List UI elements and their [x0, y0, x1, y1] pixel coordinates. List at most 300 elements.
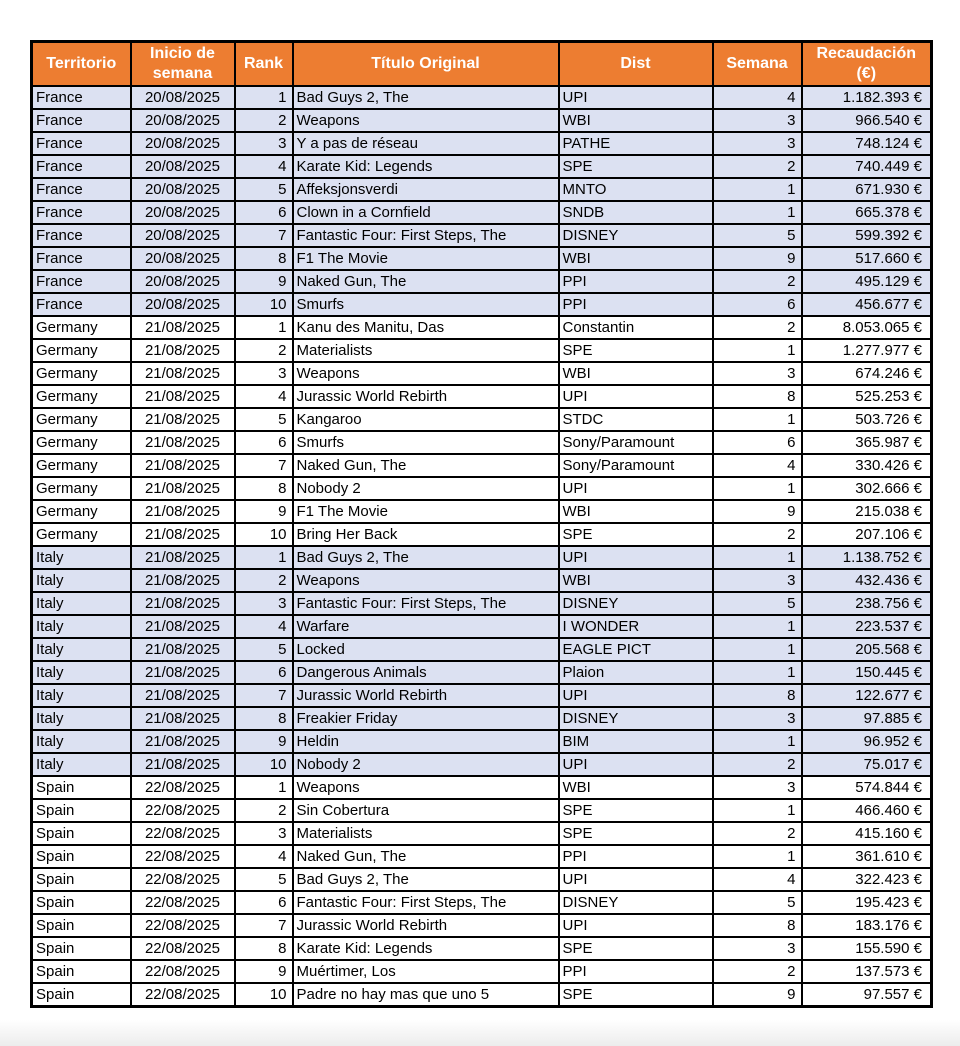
cell-distributor: UPI [559, 477, 713, 500]
cell-week-number: 8 [713, 684, 802, 707]
cell-territory: Spain [32, 891, 131, 914]
cell-original-title: Weapons [293, 776, 559, 799]
cell-distributor: Sony/Paramount [559, 454, 713, 477]
cell-territory: France [32, 86, 131, 109]
table-row [32, 316, 932, 339]
cell-rank: 1 [235, 86, 293, 109]
table-row [32, 201, 932, 224]
cell-week-start-date: 21/08/2025 [131, 569, 235, 592]
cell-gross: 495.129 € [802, 270, 932, 293]
table-row [32, 592, 932, 615]
table-row [32, 362, 932, 385]
cell-week-number: 4 [713, 454, 802, 477]
cell-week-start-date: 21/08/2025 [131, 477, 235, 500]
cell-rank: 10 [235, 523, 293, 546]
cell-rank: 5 [235, 178, 293, 201]
cell-gross: 302.666 € [802, 477, 932, 500]
table-row [32, 270, 932, 293]
cell-rank: 5 [235, 408, 293, 431]
cell-territory: Germany [32, 500, 131, 523]
table-row [32, 339, 932, 362]
cell-gross: 599.392 € [802, 224, 932, 247]
cell-original-title: Locked [293, 638, 559, 661]
cell-distributor: PPI [559, 293, 713, 316]
cell-original-title: Jurassic World Rebirth [293, 914, 559, 937]
cell-gross: 456.677 € [802, 293, 932, 316]
cell-gross: 223.537 € [802, 615, 932, 638]
cell-distributor: WBI [559, 362, 713, 385]
cell-week-number: 3 [713, 707, 802, 730]
table-row [32, 845, 932, 868]
table-row [32, 132, 932, 155]
cell-week-number: 2 [713, 960, 802, 983]
cell-week-start-date: 21/08/2025 [131, 316, 235, 339]
cell-distributor: PPI [559, 845, 713, 868]
table-row [32, 822, 932, 845]
cell-original-title: Muértimer, Los [293, 960, 559, 983]
cell-week-number: 9 [713, 983, 802, 1007]
cell-week-start-date: 22/08/2025 [131, 937, 235, 960]
cell-territory: France [32, 247, 131, 270]
cell-distributor: WBI [559, 109, 713, 132]
cell-distributor: DISNEY [559, 224, 713, 247]
cell-distributor: SNDB [559, 201, 713, 224]
table-row [32, 684, 932, 707]
cell-gross: 8.053.065 € [802, 316, 932, 339]
cell-rank: 6 [235, 891, 293, 914]
cell-original-title: Fantastic Four: First Steps, The [293, 891, 559, 914]
cell-week-start-date: 20/08/2025 [131, 247, 235, 270]
cell-territory: Italy [32, 753, 131, 776]
cell-week-start-date: 20/08/2025 [131, 178, 235, 201]
cell-distributor: UPI [559, 86, 713, 109]
cell-distributor: DISNEY [559, 707, 713, 730]
table-row [32, 385, 932, 408]
cell-original-title: Heldin [293, 730, 559, 753]
table-row [32, 431, 932, 454]
cell-week-number: 1 [713, 201, 802, 224]
table-row [32, 638, 932, 661]
cell-original-title: Materialists [293, 339, 559, 362]
cell-rank: 3 [235, 362, 293, 385]
cell-week-start-date: 21/08/2025 [131, 385, 235, 408]
cell-territory: France [32, 293, 131, 316]
cell-distributor: I WONDER [559, 615, 713, 638]
cell-week-start-date: 22/08/2025 [131, 822, 235, 845]
cell-territory: Spain [32, 822, 131, 845]
column-header-territorio: Territorio [32, 42, 131, 87]
cell-territory: Germany [32, 454, 131, 477]
table-row [32, 730, 932, 753]
header-row [32, 42, 932, 87]
cell-week-number: 3 [713, 362, 802, 385]
cell-territory: Italy [32, 546, 131, 569]
cell-territory: France [32, 201, 131, 224]
cell-rank: 9 [235, 960, 293, 983]
cell-gross: 525.253 € [802, 385, 932, 408]
cell-gross: 137.573 € [802, 960, 932, 983]
cell-original-title: Dangerous Animals [293, 661, 559, 684]
cell-distributor: UPI [559, 914, 713, 937]
cell-week-number: 2 [713, 155, 802, 178]
cell-gross: 97.885 € [802, 707, 932, 730]
table-row [32, 937, 932, 960]
column-header-inicio-de-semana: Inicio de semana [131, 42, 235, 87]
cell-territory: France [32, 132, 131, 155]
cell-rank: 10 [235, 753, 293, 776]
table-row [32, 247, 932, 270]
table-header [32, 42, 932, 87]
column-header-semana: Semana [713, 42, 802, 87]
cell-rank: 6 [235, 431, 293, 454]
cell-week-number: 3 [713, 109, 802, 132]
cell-week-number: 8 [713, 385, 802, 408]
cell-territory: Germany [32, 339, 131, 362]
cell-territory: Germany [32, 431, 131, 454]
cell-territory: Spain [32, 868, 131, 891]
cell-distributor: SPE [559, 937, 713, 960]
table-row [32, 776, 932, 799]
cell-week-number: 1 [713, 661, 802, 684]
cell-week-start-date: 21/08/2025 [131, 362, 235, 385]
cell-original-title: Jurassic World Rebirth [293, 385, 559, 408]
cell-distributor: WBI [559, 247, 713, 270]
table-row [32, 523, 932, 546]
table-row [32, 408, 932, 431]
cell-week-number: 9 [713, 500, 802, 523]
cell-gross: 665.378 € [802, 201, 932, 224]
cell-rank: 3 [235, 592, 293, 615]
cell-original-title: Fantastic Four: First Steps, The [293, 224, 559, 247]
cell-gross: 96.952 € [802, 730, 932, 753]
cell-week-number: 2 [713, 270, 802, 293]
cell-week-number: 3 [713, 937, 802, 960]
cell-gross: 195.423 € [802, 891, 932, 914]
cell-rank: 1 [235, 776, 293, 799]
cell-territory: France [32, 109, 131, 132]
cell-original-title: Warfare [293, 615, 559, 638]
cell-territory: Spain [32, 845, 131, 868]
cell-gross: 1.182.393 € [802, 86, 932, 109]
page-bottom-edge [0, 1020, 960, 1046]
cell-week-number: 3 [713, 569, 802, 592]
cell-week-number: 1 [713, 615, 802, 638]
cell-territory: France [32, 178, 131, 201]
cell-week-start-date: 22/08/2025 [131, 891, 235, 914]
cell-rank: 9 [235, 270, 293, 293]
cell-rank: 10 [235, 293, 293, 316]
cell-week-number: 5 [713, 891, 802, 914]
cell-original-title: Sin Cobertura [293, 799, 559, 822]
cell-week-number: 1 [713, 638, 802, 661]
cell-rank: 9 [235, 730, 293, 753]
cell-gross: 361.610 € [802, 845, 932, 868]
cell-rank: 3 [235, 132, 293, 155]
cell-original-title: Nobody 2 [293, 477, 559, 500]
cell-original-title: Bring Her Back [293, 523, 559, 546]
cell-gross: 432.436 € [802, 569, 932, 592]
cell-week-start-date: 20/08/2025 [131, 224, 235, 247]
cell-week-number: 1 [713, 339, 802, 362]
cell-week-start-date: 20/08/2025 [131, 109, 235, 132]
cell-territory: Italy [32, 615, 131, 638]
cell-original-title: Nobody 2 [293, 753, 559, 776]
cell-rank: 4 [235, 385, 293, 408]
cell-distributor: UPI [559, 868, 713, 891]
cell-original-title: Weapons [293, 362, 559, 385]
cell-week-start-date: 20/08/2025 [131, 270, 235, 293]
table-row [32, 86, 932, 109]
table-row [32, 661, 932, 684]
table-row [32, 293, 932, 316]
cell-distributor: PPI [559, 960, 713, 983]
cell-gross: 365.987 € [802, 431, 932, 454]
cell-original-title: Karate Kid: Legends [293, 155, 559, 178]
cell-territory: Spain [32, 983, 131, 1007]
cell-original-title: Affeksjonsverdi [293, 178, 559, 201]
cell-rank: 6 [235, 661, 293, 684]
cell-original-title: Kanu des Manitu, Das [293, 316, 559, 339]
cell-gross: 215.038 € [802, 500, 932, 523]
cell-original-title: Padre no hay mas que uno 5 [293, 983, 559, 1007]
cell-week-start-date: 21/08/2025 [131, 408, 235, 431]
cell-distributor: DISNEY [559, 891, 713, 914]
cell-week-number: 3 [713, 132, 802, 155]
cell-rank: 5 [235, 868, 293, 891]
cell-gross: 122.677 € [802, 684, 932, 707]
cell-rank: 7 [235, 454, 293, 477]
cell-week-number: 1 [713, 546, 802, 569]
cell-week-start-date: 21/08/2025 [131, 500, 235, 523]
cell-rank: 6 [235, 201, 293, 224]
cell-rank: 8 [235, 247, 293, 270]
cell-territory: Italy [32, 638, 131, 661]
cell-week-number: 2 [713, 753, 802, 776]
cell-gross: 674.246 € [802, 362, 932, 385]
cell-rank: 2 [235, 339, 293, 362]
cell-week-start-date: 21/08/2025 [131, 546, 235, 569]
cell-gross: 330.426 € [802, 454, 932, 477]
cell-week-start-date: 21/08/2025 [131, 707, 235, 730]
cell-territory: Spain [32, 937, 131, 960]
cell-week-number: 5 [713, 592, 802, 615]
cell-week-number: 5 [713, 224, 802, 247]
cell-week-start-date: 21/08/2025 [131, 661, 235, 684]
cell-week-start-date: 20/08/2025 [131, 132, 235, 155]
cell-original-title: Naked Gun, The [293, 270, 559, 293]
cell-original-title: Naked Gun, The [293, 845, 559, 868]
cell-rank: 8 [235, 707, 293, 730]
cell-territory: Germany [32, 523, 131, 546]
cell-rank: 4 [235, 615, 293, 638]
cell-week-number: 9 [713, 247, 802, 270]
cell-gross: 322.423 € [802, 868, 932, 891]
cell-territory: Germany [32, 408, 131, 431]
cell-distributor: EAGLE PICT [559, 638, 713, 661]
cell-week-start-date: 21/08/2025 [131, 339, 235, 362]
table-row [32, 983, 932, 1007]
cell-original-title: Weapons [293, 569, 559, 592]
cell-gross: 466.460 € [802, 799, 932, 822]
cell-week-start-date: 21/08/2025 [131, 753, 235, 776]
cell-territory: Italy [32, 707, 131, 730]
cell-distributor: SPE [559, 822, 713, 845]
cell-original-title: Y a pas de réseau [293, 132, 559, 155]
cell-distributor: SPE [559, 339, 713, 362]
cell-week-number: 2 [713, 316, 802, 339]
column-header-recaudacion: Recaudación (€) [802, 42, 932, 87]
cell-original-title: Bad Guys 2, The [293, 86, 559, 109]
cell-original-title: Naked Gun, The [293, 454, 559, 477]
cell-distributor: BIM [559, 730, 713, 753]
cell-territory: Spain [32, 776, 131, 799]
cell-distributor: WBI [559, 776, 713, 799]
table-row [32, 454, 932, 477]
cell-rank: 10 [235, 983, 293, 1007]
cell-territory: Germany [32, 316, 131, 339]
cell-gross: 503.726 € [802, 408, 932, 431]
box-office-table [30, 40, 933, 1008]
column-header-titulo-original: Título Original [293, 42, 559, 87]
cell-original-title: Clown in a Cornfield [293, 201, 559, 224]
cell-week-start-date: 22/08/2025 [131, 983, 235, 1007]
column-header-rank: Rank [235, 42, 293, 87]
cell-rank: 2 [235, 569, 293, 592]
cell-distributor: Constantin [559, 316, 713, 339]
cell-rank: 2 [235, 799, 293, 822]
cell-gross: 1.138.752 € [802, 546, 932, 569]
table-row [32, 155, 932, 178]
cell-territory: France [32, 270, 131, 293]
cell-distributor: Plaion [559, 661, 713, 684]
cell-distributor: SPE [559, 155, 713, 178]
cell-week-number: 4 [713, 86, 802, 109]
table-row [32, 707, 932, 730]
cell-territory: France [32, 155, 131, 178]
cell-week-start-date: 21/08/2025 [131, 615, 235, 638]
table-body [32, 86, 932, 1007]
cell-week-start-date: 21/08/2025 [131, 592, 235, 615]
cell-gross: 150.445 € [802, 661, 932, 684]
cell-week-start-date: 22/08/2025 [131, 914, 235, 937]
table-row [32, 799, 932, 822]
cell-original-title: Kangaroo [293, 408, 559, 431]
cell-territory: Italy [32, 592, 131, 615]
cell-territory: Italy [32, 661, 131, 684]
cell-distributor: STDC [559, 408, 713, 431]
cell-week-start-date: 21/08/2025 [131, 730, 235, 753]
table-row [32, 891, 932, 914]
cell-territory: Germany [32, 385, 131, 408]
cell-rank: 8 [235, 937, 293, 960]
table-row [32, 569, 932, 592]
cell-original-title: Smurfs [293, 431, 559, 454]
table-row [32, 500, 932, 523]
cell-distributor: Sony/Paramount [559, 431, 713, 454]
cell-week-number: 1 [713, 730, 802, 753]
cell-gross: 574.844 € [802, 776, 932, 799]
cell-distributor: SPE [559, 523, 713, 546]
cell-distributor: DISNEY [559, 592, 713, 615]
cell-week-number: 3 [713, 776, 802, 799]
cell-gross: 97.557 € [802, 983, 932, 1007]
cell-week-start-date: 20/08/2025 [131, 86, 235, 109]
table-row [32, 224, 932, 247]
cell-distributor: UPI [559, 385, 713, 408]
cell-week-start-date: 21/08/2025 [131, 638, 235, 661]
cell-week-number: 1 [713, 799, 802, 822]
cell-gross: 155.590 € [802, 937, 932, 960]
table-row [32, 109, 932, 132]
column-header-dist: Dist [559, 42, 713, 87]
cell-week-number: 1 [713, 178, 802, 201]
cell-week-start-date: 21/08/2025 [131, 454, 235, 477]
cell-gross: 207.106 € [802, 523, 932, 546]
cell-territory: Italy [32, 684, 131, 707]
cell-territory: Spain [32, 960, 131, 983]
cell-rank: 9 [235, 500, 293, 523]
cell-territory: Germany [32, 477, 131, 500]
cell-rank: 7 [235, 914, 293, 937]
table-row [32, 914, 932, 937]
cell-week-number: 8 [713, 914, 802, 937]
cell-original-title: Freakier Friday [293, 707, 559, 730]
cell-rank: 7 [235, 684, 293, 707]
table-row [32, 178, 932, 201]
cell-original-title: Weapons [293, 109, 559, 132]
cell-gross: 75.017 € [802, 753, 932, 776]
cell-territory: Italy [32, 730, 131, 753]
cell-gross: 671.930 € [802, 178, 932, 201]
cell-original-title: Bad Guys 2, The [293, 868, 559, 891]
cell-week-start-date: 21/08/2025 [131, 684, 235, 707]
table-row [32, 753, 932, 776]
table-row [32, 546, 932, 569]
cell-week-number: 2 [713, 523, 802, 546]
cell-original-title: Karate Kid: Legends [293, 937, 559, 960]
cell-week-start-date: 22/08/2025 [131, 868, 235, 891]
table-row [32, 615, 932, 638]
cell-original-title: Smurfs [293, 293, 559, 316]
cell-territory: Italy [32, 569, 131, 592]
cell-original-title: Bad Guys 2, The [293, 546, 559, 569]
cell-original-title: Fantastic Four: First Steps, The [293, 592, 559, 615]
cell-original-title: Jurassic World Rebirth [293, 684, 559, 707]
cell-week-number: 6 [713, 293, 802, 316]
cell-week-start-date: 22/08/2025 [131, 960, 235, 983]
cell-territory: Spain [32, 914, 131, 937]
cell-week-start-date: 21/08/2025 [131, 431, 235, 454]
cell-rank: 1 [235, 316, 293, 339]
cell-week-start-date: 20/08/2025 [131, 293, 235, 316]
cell-territory: France [32, 224, 131, 247]
cell-territory: Spain [32, 799, 131, 822]
cell-gross: 415.160 € [802, 822, 932, 845]
table-row [32, 960, 932, 983]
cell-week-start-date: 20/08/2025 [131, 201, 235, 224]
cell-distributor: UPI [559, 684, 713, 707]
cell-original-title: F1 The Movie [293, 500, 559, 523]
cell-week-number: 4 [713, 868, 802, 891]
cell-gross: 183.176 € [802, 914, 932, 937]
cell-week-start-date: 20/08/2025 [131, 155, 235, 178]
cell-distributor: MNTO [559, 178, 713, 201]
cell-week-number: 1 [713, 408, 802, 431]
cell-week-start-date: 22/08/2025 [131, 799, 235, 822]
cell-distributor: SPE [559, 799, 713, 822]
cell-distributor: UPI [559, 546, 713, 569]
cell-rank: 1 [235, 546, 293, 569]
